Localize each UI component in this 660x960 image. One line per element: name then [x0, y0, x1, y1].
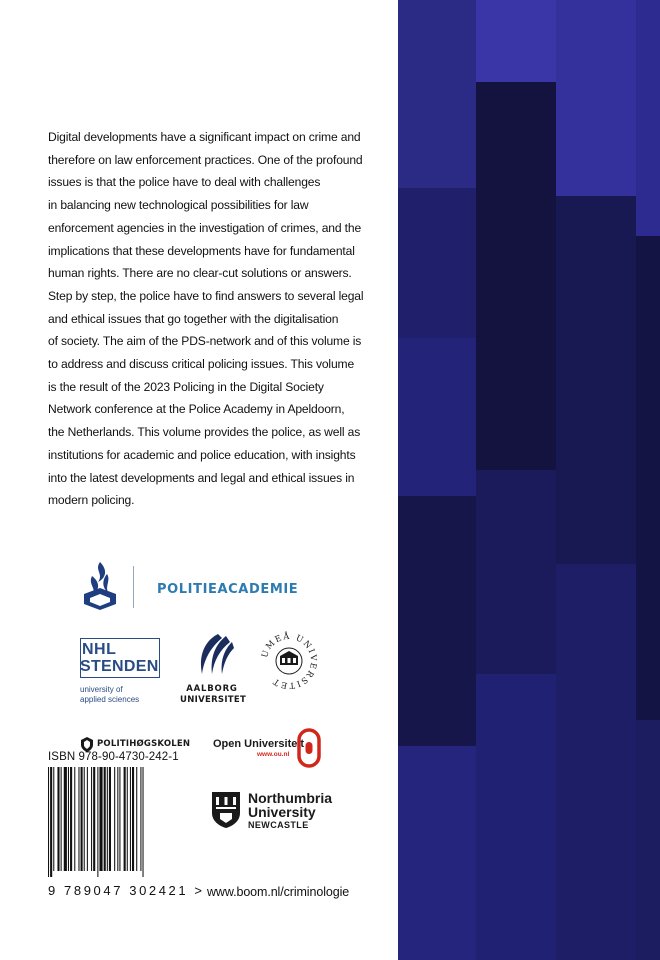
barcode-bar — [143, 767, 144, 877]
barcode-bar — [61, 767, 62, 871]
northumbria-line2: University — [248, 804, 316, 820]
barcode-bar — [68, 767, 69, 871]
blurb-line: in balancing new technological possibilities for law — [48, 198, 309, 213]
nhl-text: NHL — [82, 641, 117, 658]
logo-divider — [133, 566, 134, 608]
open-universiteit-logo — [213, 728, 323, 768]
mosaic-tile — [556, 196, 636, 564]
mosaic-tile — [398, 338, 476, 496]
mosaic-tile — [556, 0, 636, 196]
northumbria-crest-icon — [211, 791, 241, 829]
blurb-line: issues is that the police have to deal with challenges — [48, 175, 321, 190]
blurb-line: enforcement agencies in the investigation of crimes, and the — [48, 220, 362, 235]
blurb-line: therefore on law enforcement practices. One of the profound — [48, 152, 363, 167]
barcode-bar — [53, 767, 54, 871]
blurb-line: and ethical issues that go together with the digitalisation — [48, 311, 339, 326]
barcode-bar — [107, 767, 108, 871]
blurb-line: the Netherlands. This volume provides the police, as well as — [48, 425, 361, 440]
barcode-bar — [84, 767, 85, 871]
barcode-bar — [50, 767, 52, 877]
mosaic-tile — [398, 496, 476, 746]
blurb-line: modern policing. — [48, 493, 135, 508]
barcode-bar — [64, 767, 67, 871]
aalborg-line1: AALBORG — [186, 684, 238, 694]
blurb-line: human rights. There are no clear-cut solutions or answers. — [48, 266, 352, 281]
barcode-bar — [99, 767, 102, 871]
barcode-bar — [136, 767, 137, 871]
nhl-subtitle-2: applied sciences — [80, 695, 140, 704]
mosaic-tile — [476, 0, 556, 82]
ou-wordmark: Open Universiteit — [213, 738, 305, 750]
barcode-bar — [104, 767, 106, 871]
blurb-line: implications that these developments have for fundamental — [48, 243, 355, 258]
barcode-bar — [117, 767, 118, 871]
umea-universitet-seal — [258, 630, 320, 692]
mosaic-tile — [398, 188, 476, 338]
barcode-bar — [93, 767, 95, 871]
mosaic-tile — [398, 0, 476, 188]
ou-mark-icon — [297, 728, 321, 768]
northumbria-line3: NEWCASTLE — [248, 820, 309, 830]
nhl-stenden-logo — [80, 638, 162, 708]
publisher-url: www.boom.nl/criminologie — [207, 885, 350, 899]
barcode-bar — [70, 767, 72, 871]
blurb-line: of society. The aim of the PDS-network and of this volume is — [48, 334, 362, 349]
mosaic-tile — [636, 0, 660, 236]
barcode-number: 9 789047 302421 > — [48, 883, 205, 898]
stenden-text: STENDEN — [80, 658, 159, 675]
umea-seal-icon — [258, 630, 320, 692]
politieacademie-logo — [80, 560, 310, 612]
mosaic-tile — [398, 746, 476, 960]
barcode-bar — [140, 767, 141, 871]
mosaic-tile — [556, 564, 636, 960]
politi-crest-icon — [80, 737, 94, 752]
mosaic-tile — [476, 470, 556, 674]
isbn-text: ISBN 978-90-4730-242-1 — [48, 751, 179, 763]
isbn-barcode — [47, 767, 197, 877]
ou-url: www.ou.nl — [257, 751, 290, 758]
barcode-bar — [48, 767, 49, 877]
northumbria-university-logo — [211, 791, 341, 835]
blurb-line: Step by step, the police have to find answers to several legal — [48, 288, 364, 303]
barcode-bar — [130, 767, 131, 871]
mosaic-tile — [636, 720, 660, 960]
barcode-bar — [127, 767, 128, 871]
aalborg-line2: UNIVERSITET — [180, 695, 247, 705]
barcode-bar — [97, 767, 98, 877]
nhl-subtitle-1: university of — [80, 685, 123, 694]
politihogskolen-wordmark: POLITIHØGSKOLEN — [97, 739, 191, 749]
barcode-bar — [109, 767, 111, 871]
blurb-line: to address and discuss critical policing issues. This volume — [48, 357, 355, 372]
blurb-line: Digital developments have a significant impact on crime and — [48, 130, 361, 144]
aalborg-universitet-logo — [180, 632, 247, 710]
back-cover-blurb — [48, 126, 366, 512]
blurb-line: into the latest developments and legal and ethical issues in — [48, 470, 355, 485]
mosaic-tile — [476, 674, 556, 960]
barcode-bar — [124, 767, 126, 871]
barcode-bar — [81, 767, 83, 871]
barcode-bar — [78, 767, 79, 871]
aalborg-wave-icon — [188, 632, 236, 678]
barcode-bar — [119, 767, 120, 871]
barcode-bar — [74, 767, 75, 871]
barcode-bar — [91, 767, 92, 871]
cover-mosaic-panel — [398, 0, 660, 960]
politieacademie-wordmark: POLITIEACADEMIE — [157, 582, 299, 597]
umea-ring-text: UMEÅ UNIVERSITET — [259, 630, 320, 692]
barcode-bar — [114, 767, 115, 871]
blurb-line: Network conference at the Police Academy in Apeldoorn, — [48, 402, 345, 417]
blurb-line: is the result of the 2023 Policing in the Digital Society — [48, 379, 324, 394]
barcode-bar — [132, 767, 134, 871]
mosaic-tile — [476, 82, 556, 470]
blurb-line: institutions for academic and police education, with insights — [48, 447, 356, 462]
mosaic-tile — [636, 236, 660, 720]
barcode-bar — [57, 767, 59, 871]
politie-flame-icon — [80, 560, 120, 612]
northumbria-line1: Northumbria — [248, 790, 332, 806]
barcode-bar — [87, 767, 88, 871]
